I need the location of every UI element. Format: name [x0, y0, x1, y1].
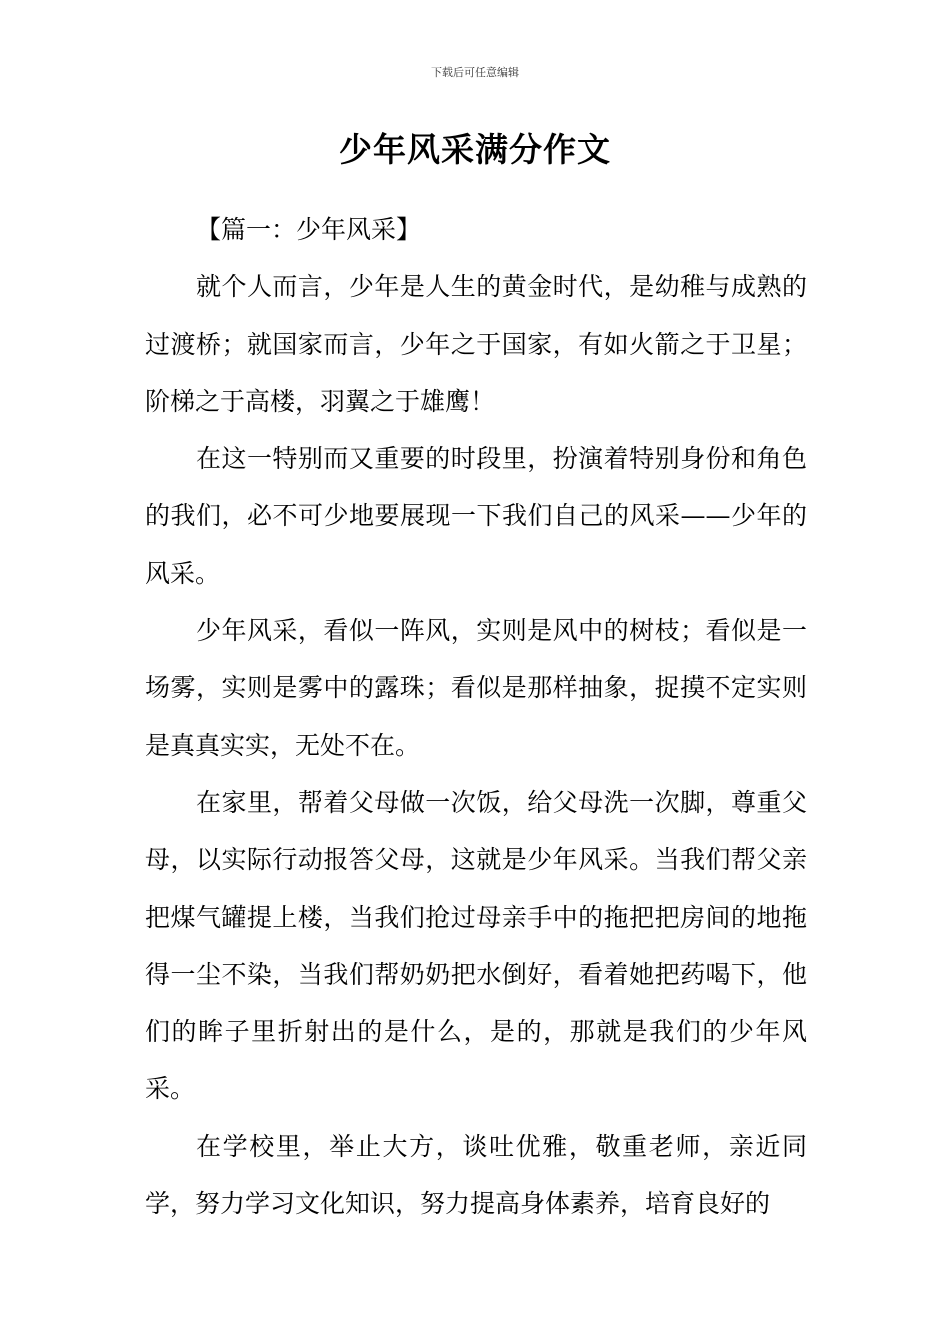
header-note: 下载后可任意编辑	[431, 66, 519, 79]
paragraph-4: 在家里，帮着父母做一次饭，给父母洗一次脚，尊重父母，以实际行动报答父母，这就是少年风采。当我们帮父亲把煤气罐提上楼，当我们抢过母亲手中的拖把把房间的地拖得一尘不染，当我们帮奶奶把水倒好，看着她把药喝下，他们的眸子里折射出的是什么，是的，那就是我们的少年风采。	[145, 787, 807, 1104]
paragraph-5: 在学校里，举止大方，谈吐优雅，敬重老师，亲近同学，努力学习文化知识，努力提高身体素养，培育良好的	[145, 1131, 807, 1219]
paragraph-1: 就个人而言，少年是人生的黄金时代，是幼稚与成熟的过渡桥；就国家而言，少年之于国家，有如火箭之于卫星；阶梯之于高楼，羽翼之于雄鹰！	[145, 272, 807, 416]
paragraph-3: 少年风采，看似一阵风，实则是风中的树枝；看似是一场雾，实则是雾中的露珠；看似是那样抽象，捉摸不定实则是真真实实，无处不在。	[145, 616, 807, 760]
paragraph-2: 在这一特别而又重要的时段里，扮演着特别身份和角色的我们，必不可少地要展现一下我们自己的风采——少年的风采。	[145, 444, 807, 588]
section-heading: 【篇一：少年风采】	[196, 215, 422, 244]
document-title: 少年风采满分作文	[339, 130, 611, 169]
document-body	[145, 201, 807, 1232]
